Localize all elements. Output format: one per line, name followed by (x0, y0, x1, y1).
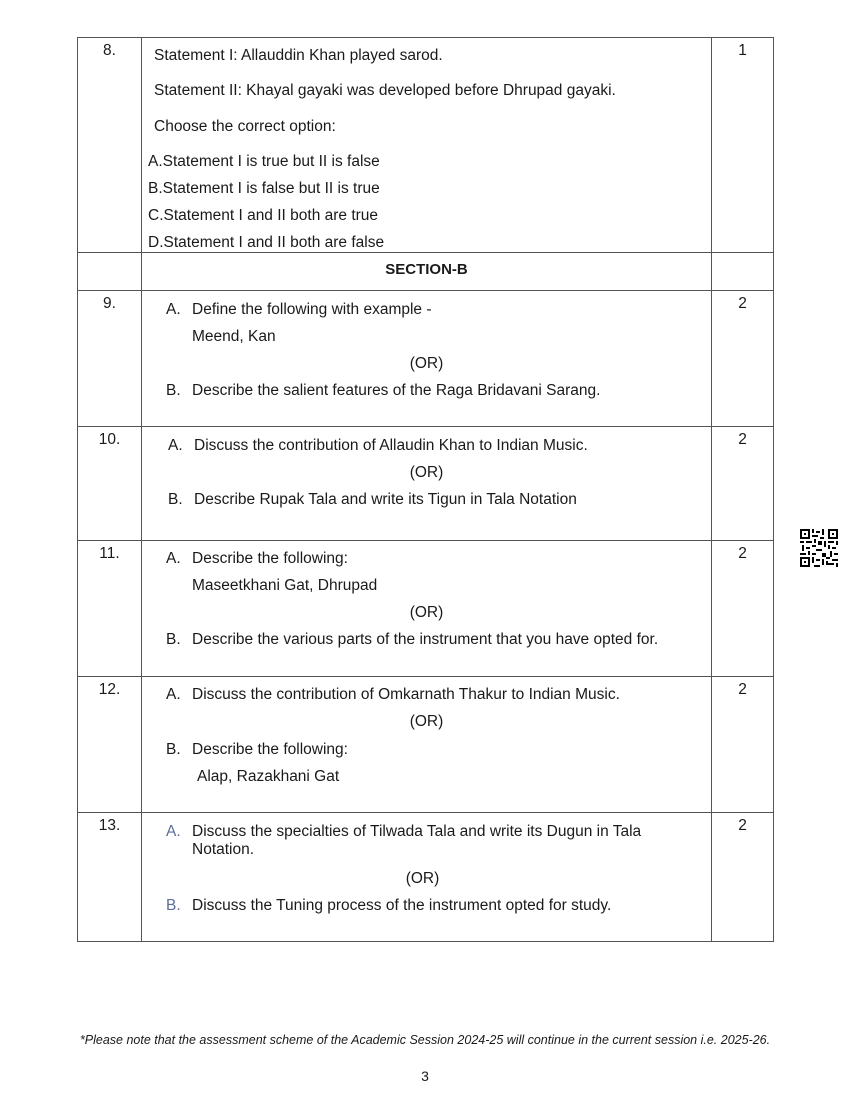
section-header-row (78, 253, 774, 291)
part-b (166, 897, 611, 915)
part-a (166, 301, 432, 319)
part-text: Define the following with example - (192, 301, 432, 318)
question-body (142, 813, 712, 942)
part-label: B. (166, 382, 181, 399)
question-row-12 (78, 677, 774, 813)
part-text: Describe the following: (192, 741, 348, 758)
part-label: A. (166, 823, 181, 840)
question-table (77, 37, 774, 942)
part-text: Discuss the Tuning process of the instrument opted for study. (192, 897, 612, 914)
question-number: 8. (78, 38, 142, 253)
part-a-continued: Notation. (192, 841, 255, 858)
part-b (168, 491, 577, 509)
question-number: 10. (78, 427, 142, 541)
option-b (148, 180, 380, 198)
question-body (142, 427, 712, 541)
part-text: Discuss the contribution of Omkarnath Thakur to Indian Music. (192, 686, 620, 703)
question-row-11 (78, 541, 774, 677)
question-body (142, 291, 712, 427)
question-number: 9. (78, 291, 142, 427)
question-marks: 2 (712, 427, 774, 541)
question-body (142, 541, 712, 677)
question-marks: 2 (712, 541, 774, 677)
option-text: Statement I and II both are true (163, 207, 379, 224)
option-a (148, 153, 380, 171)
option-label: D. (148, 234, 164, 251)
part-text: Discuss the contribution of Allaudin Khan to Indian Music. (194, 437, 588, 454)
question-number: 12. (78, 677, 142, 813)
option-label: C. (148, 207, 164, 224)
option-c (148, 207, 378, 225)
question-row-10 (78, 427, 774, 541)
question-body (142, 677, 712, 813)
part-a (168, 437, 588, 455)
or-divider: (OR) (409, 464, 444, 481)
or-divider: (OR) (409, 355, 444, 372)
or-divider: (OR) (409, 604, 444, 621)
part-b (166, 741, 348, 759)
part-label: A. (166, 550, 181, 567)
part-b-sub: Alap, Razakhani Gat (197, 768, 340, 785)
choose-prompt: Choose the correct option: (154, 118, 336, 135)
question-marks: 1 (712, 38, 774, 253)
question-marks: 2 (712, 677, 774, 813)
part-label: B. (168, 491, 183, 508)
statement-2: Statement II: Khayal gayaki was developed before Dhrupad gayaki. (154, 82, 616, 99)
assessment-footnote: *Please note that the assessment scheme of the Academic Session 2024-25 will continue in the current session i.e. 2025-26. (79, 1033, 771, 1047)
or-divider: (OR) (405, 870, 440, 887)
part-b (166, 382, 600, 400)
section-title: SECTION-B (142, 253, 712, 291)
part-label: A. (168, 437, 183, 454)
part-a (166, 686, 620, 704)
part-label: B. (166, 741, 181, 758)
part-label: A. (166, 686, 181, 703)
part-a-sub: Maseetkhani Gat, Dhrupad (192, 577, 378, 594)
question-marks: 2 (712, 291, 774, 427)
part-text: Describe the various parts of the instrument that you have opted for. (192, 631, 659, 648)
question-marks: 2 (712, 813, 774, 942)
option-d (148, 234, 384, 252)
question-number: 11. (78, 541, 142, 677)
option-label: B. (148, 180, 163, 197)
qr-code-icon (800, 529, 838, 567)
part-label: A. (166, 301, 181, 318)
question-row-13 (78, 813, 774, 942)
page-number: 3 (421, 1068, 429, 1084)
part-a-sub: Meend, Kan (192, 328, 276, 345)
part-a (166, 823, 641, 841)
question-number: 13. (78, 813, 142, 942)
part-text: Describe the salient features of the Raga Bridavani Sarang. (192, 382, 601, 399)
question-row-8 (78, 38, 774, 253)
statement-1: Statement I: Allauddin Khan played sarod. (154, 47, 443, 64)
part-text: Describe Rupak Tala and write its Tigun in Tala Notation (194, 491, 577, 508)
or-divider: (OR) (409, 713, 444, 730)
option-text: Statement I is true but II is false (162, 153, 380, 170)
option-text: Statement I and II both are false (163, 234, 385, 251)
question-body (142, 38, 712, 253)
part-b (166, 631, 658, 649)
part-text: Describe the following: (192, 550, 348, 567)
question-row-9 (78, 291, 774, 427)
option-label: A. (148, 153, 163, 170)
part-text: Discuss the specialties of Tilwada Tala and write its Dugun in Tala (192, 823, 642, 840)
part-label: B. (166, 897, 181, 914)
option-text: Statement I is false but II is true (162, 180, 380, 197)
part-label: B. (166, 631, 181, 648)
part-a (166, 550, 348, 568)
